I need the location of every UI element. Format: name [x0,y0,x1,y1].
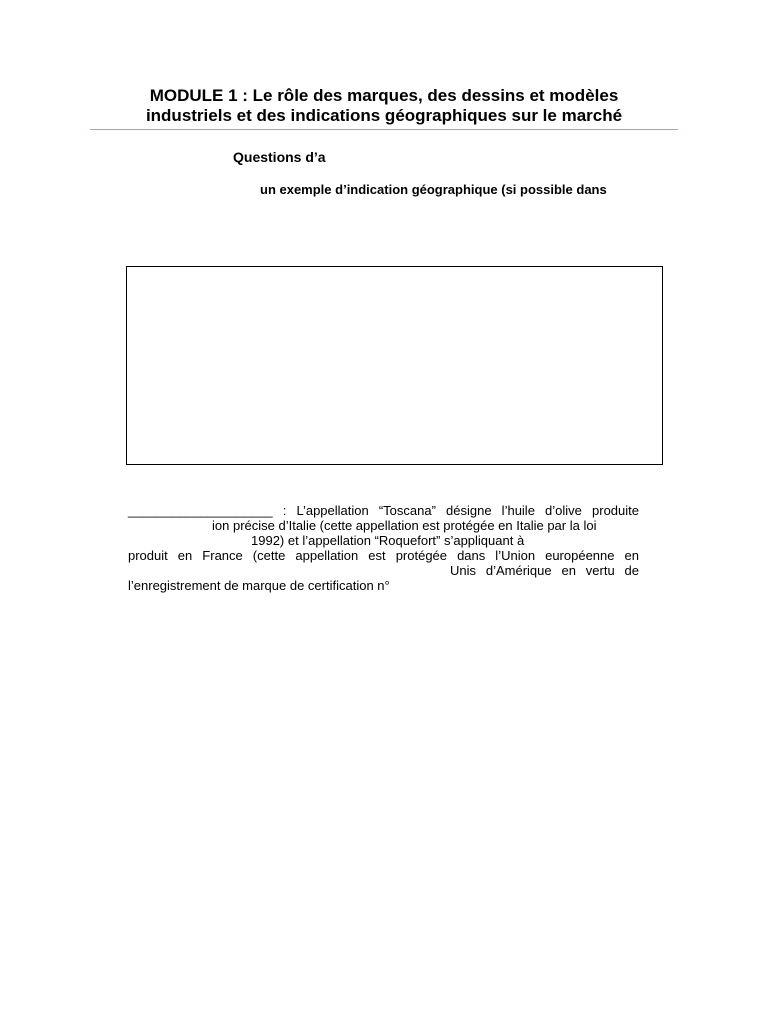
answer-line-5: Unis d’Amérique en vertu de [450,563,639,578]
answer-line-3: 1992) et l’appellation “Roquefort” s’appliquant à [251,533,525,548]
questions-heading: Questions d’a [233,149,326,165]
answer-box[interactable] [126,266,663,465]
question-prompt: un exemple d’indication géographique (si possible dans [260,182,607,197]
title-divider [90,129,678,130]
module-title-line-2: industriels et des indications géographiques sur le marché [145,106,623,125]
answer-line-6: l’enregistrement de marque de certification n° [128,578,390,593]
answer-line-2: ion précise d’Italie (cette appellation est protégée en Italie par la loi [212,518,597,533]
answer-line-4: produit en France (cette appellation est protégée dans l’Union européenne en [128,548,639,563]
module-title [90,86,678,126]
answer-line-1: ____________________ : L’appellation “Toscana” désigne l’huile d’olive produite [128,503,639,518]
module-title-line-1: MODULE 1 : Le rôle des marques, des dessins et modèles [149,86,619,105]
